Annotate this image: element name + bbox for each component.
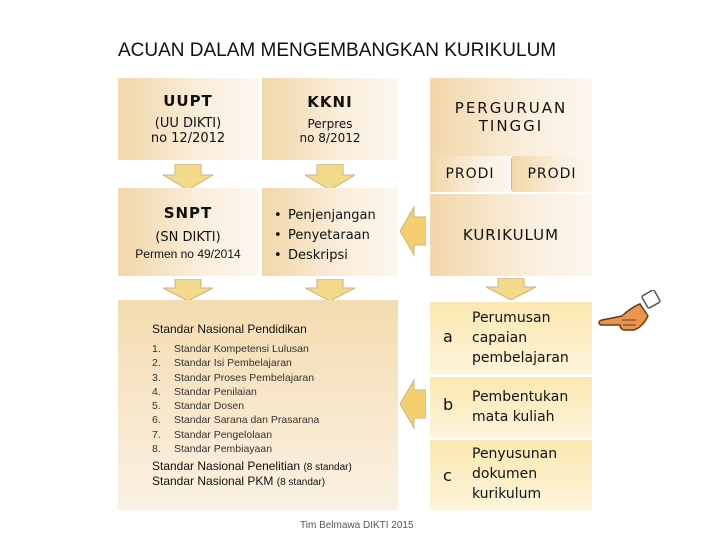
pointing-hand-icon [596,290,662,336]
step-c-letter: c [443,466,452,485]
step-b-letter: b [443,395,454,414]
uupt-line2: no 12/2012 [150,131,226,146]
perguruan-tinggi-box [430,78,592,156]
snpt-box [118,188,258,276]
kkni-line1: Perpres [307,117,353,131]
step-c-text: Penyusunan dokumen kurikulum [472,446,558,502]
kurikulum-box [430,194,592,276]
snpt-line2: Permen no 49/2014 [135,246,241,261]
kkni-points-box [262,188,398,276]
standar-pkm: Standar Nasional PKM (8 standar) [152,474,326,489]
kkni-line2: no 8/2012 [299,131,361,145]
standar-item: 1. Standar Kompetensi Lulusan [152,343,309,355]
standar-item: 4. Standar Penilaian [152,385,257,398]
standar-nasional-box [118,300,398,510]
prodi-box-2 [512,156,592,192]
kkni-title: KKNI [307,93,353,111]
perguruan-tinggi-title-1: PERGURUAN [454,99,568,117]
down-arrow-kkni-points [305,279,355,301]
perguruan-tinggi-title-2: TINGGI [478,117,544,135]
down-arrow-kkni [305,164,355,190]
down-arrow-kurikulum [486,278,536,300]
page-title: ACUAN DALAM MENGEMBANGKAN KURIKULUM [118,40,557,61]
uupt-line1: (UU DIKTI) [154,116,222,131]
kurikulum-label: KURIKULUM [462,226,560,244]
snpt-title: SNPT [163,203,213,222]
step-b-text: Pembentukan mata kuliah [472,389,569,425]
snpt-line1: (SN DIKTI) [155,229,221,245]
standar-item: 3. Standar Proses Pembelajaran [152,371,315,384]
step-a-text: Perumusan capaian pembelajaran [472,310,569,366]
down-arrow-uupt [163,164,213,190]
kkni-point: • Penjenjangan [274,206,398,226]
prodi-box-1 [430,156,510,192]
footer-credit: Tim Belmawa DIKTI 2015 [300,520,414,531]
uupt-box [118,78,258,160]
step-c-box [430,440,592,510]
step-b-box [430,377,592,437]
kkni-box [262,78,398,160]
prodi-label-1: PRODI [445,166,495,182]
kkni-point: • Penyetaraan [274,226,398,246]
standar-penelitian: Standar Nasional Penelitian (8 standar) [152,459,352,474]
left-arrow-upper [400,205,426,257]
left-arrow-lower [400,378,426,430]
down-arrow-snpt [163,279,213,301]
uupt-title: UUPT [163,92,213,110]
standar-heading: Standar Nasional Pendidikan [152,322,307,336]
kkni-point: • Deskripsi [274,246,398,266]
standar-item: 8. Standar Pembiayaan [152,443,273,456]
standar-item: 6. Standar Sarana dan Prasarana [152,414,320,427]
prodi-label-2: PRODI [527,166,577,182]
standar-item: 7. Standar Pengelolaan [152,428,273,441]
step-a-box [430,302,592,374]
step-a-letter: a [443,327,453,346]
standar-item: 5. Standar Dosen [152,400,245,413]
standar-item: 2. Standar Isi Pembelajaran [152,357,292,370]
